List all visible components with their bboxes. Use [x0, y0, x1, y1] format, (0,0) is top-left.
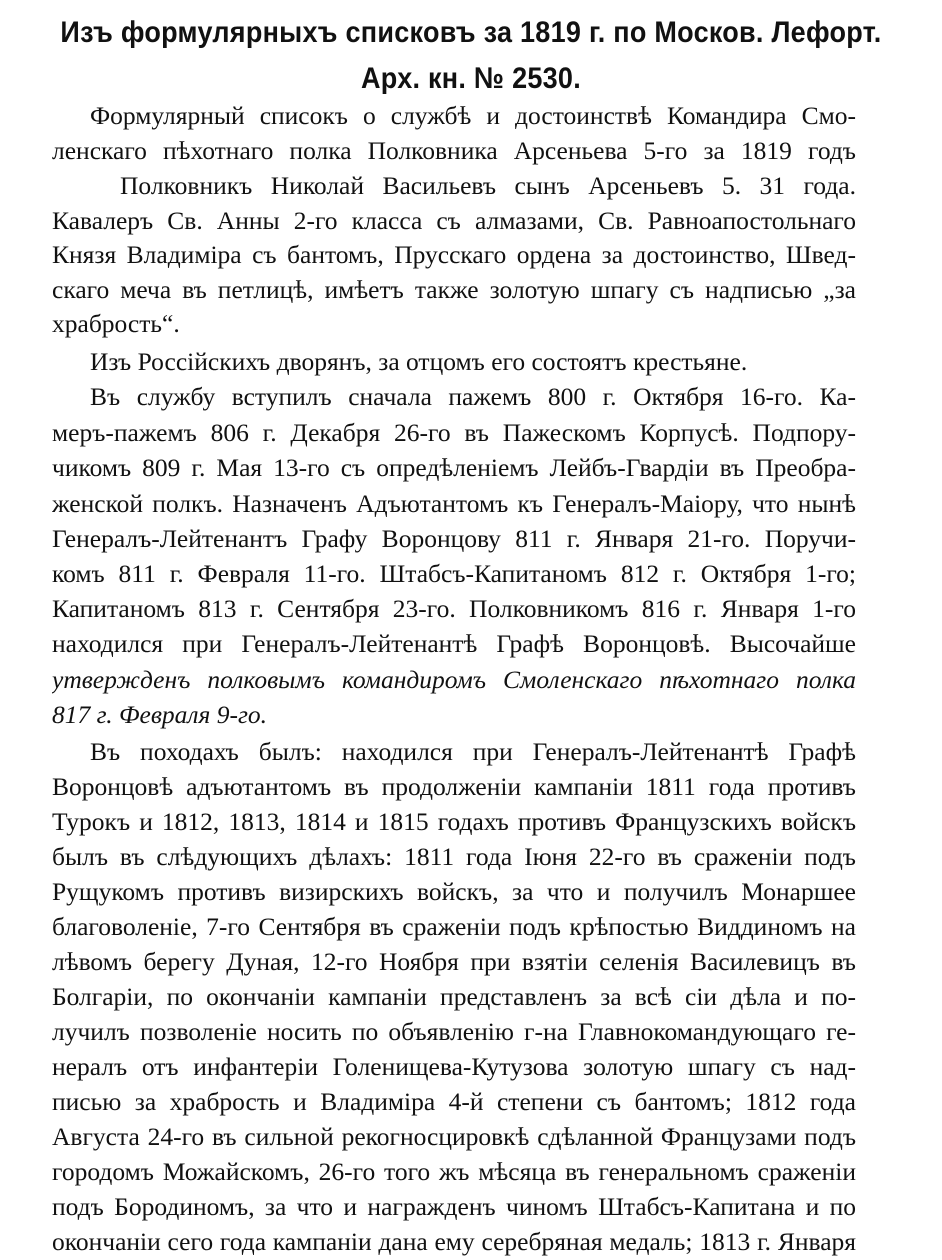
text-line: Турокъ и 1812, 1813, 1814 и 1815 годахъ противъ Французскихъ войскъ — [52, 807, 856, 836]
heading-line-2: Арх. кн. № 2530. — [361, 62, 581, 95]
text-line: чикомъ 809 г. Мая 13-го съ опредѣленіемъ Лейбъ-Гвардіи въ Преобра- — [52, 453, 856, 482]
text-line: храбрость“. — [52, 309, 180, 338]
text-line: Князя Владиміра съ бантомъ, Прусскаго ордена за достоинство, Швед- — [52, 240, 856, 269]
text-line: Формулярный списокъ о службѣ и достоинствѣ Командира Смо- — [90, 101, 856, 130]
text-line: Августа 24-го въ сильной рекогносцировкѣ сдѣланной Французами подъ — [52, 1122, 856, 1151]
text-line: Капитаномъ 813 г. Сентября 23-го. Полковникомъ 816 г. Января 1-го — [52, 594, 856, 623]
text-line: городомъ Можайскомъ, 26-го того жъ мѣсяца въ генеральномъ сраженіи — [52, 1157, 856, 1186]
text-line: Воронцовѣ адъютантомъ въ продолженіи кампаніи 1811 года противъ — [52, 772, 856, 801]
text-line: Болгаріи, по окончаніи кампаніи представленъ за всѣ сіи дѣла и по- — [52, 982, 856, 1011]
text-line: Рущукомъ противъ визирскихъ войскъ, за что и получилъ Монаршее — [52, 877, 856, 906]
text-line: писью за храбрость и Владиміра 4-й степени съ бантомъ; 1812 года — [52, 1087, 856, 1116]
text-line: Изъ Россійскихъ дворянъ, за отцомъ его состоятъ крестьяне. — [90, 347, 748, 376]
text-line: лучилъ позволеніе носить по объявленію г-на Главнокомандующаго ге- — [52, 1017, 856, 1046]
text-line: комъ 811 г. Февраля 11-го. Штабсъ-Капитаномъ 812 г. Октября 1-го; — [52, 559, 856, 588]
text-line: подъ Бородиномъ, за что и награжденъ чиномъ Штабсъ-Капитана и по — [52, 1192, 856, 1221]
heading-line-1: Изъ формулярныхъ списковъ за 1819 г. по Москов. Лефорт. — [60, 16, 882, 49]
text-line: былъ въ слѣдующихъ дѣлахъ: 1811 года Іюня 22-го въ сраженіи подъ — [52, 842, 856, 871]
text-line: женской полкъ. Назначенъ Адъютантомъ къ Генералъ-Маіору, что нынѣ — [52, 489, 856, 518]
text-line: находился при Генералъ-Лейтенантѣ Графѣ Воронцовѣ. Высочайше — [52, 629, 856, 658]
text-line: окончаніи сего года кампаніи дана ему серебряная медаль; 1813 г. Января — [52, 1227, 856, 1256]
text-line: благоволеніе, 7-го Сентября въ сраженіи подъ крѣпостью Виддиномъ на — [52, 912, 856, 941]
text-line: утвержденъ полковымъ командиромъ Смоленскаго пѣхотнаго полка — [52, 665, 856, 694]
text-line: нералъ отъ инфантеріи Голенищева-Кутузова золотую шпагу съ над- — [52, 1052, 856, 1081]
document-heading — [47, 10, 895, 102]
text-line: Генералъ-Лейтенантъ Графу Воронцову 811 г. Января 21-го. Поручи- — [52, 524, 856, 553]
text-line: Въ походахъ былъ: находился при Генералъ-Лейтенантѣ Графѣ — [90, 737, 856, 766]
text-line: меръ-пажемъ 806 г. Декабря 26-го въ Пажескомъ Корпусѣ. Подпору- — [52, 418, 856, 447]
text-line: лѣвомъ берегу Дуная, 12-го Ноября при взятіи селенія Василевицъ въ — [52, 947, 856, 976]
text-line: 817 г. Февраля 9-го. — [52, 700, 268, 729]
text-line: Полковникъ Николай Васильевъ сынъ Арсеньевъ 5. 31 года. — [120, 171, 856, 200]
text-line: Въ службу вступилъ сначала пажемъ 800 г. Октября 16-го. Ка- — [90, 382, 856, 411]
text-line: Кавалеръ Св. Анны 2-го класса съ алмазами, Св. Равноапостольнаго — [52, 206, 856, 235]
text-line: ленскаго пѣхотнаго полка Полковника Арсеньева 5-го за 1819 годъ — [52, 136, 856, 165]
text-line: скаго меча въ петлицѣ, имѣетъ также золотую шпагу съ надписью „за — [52, 275, 856, 304]
